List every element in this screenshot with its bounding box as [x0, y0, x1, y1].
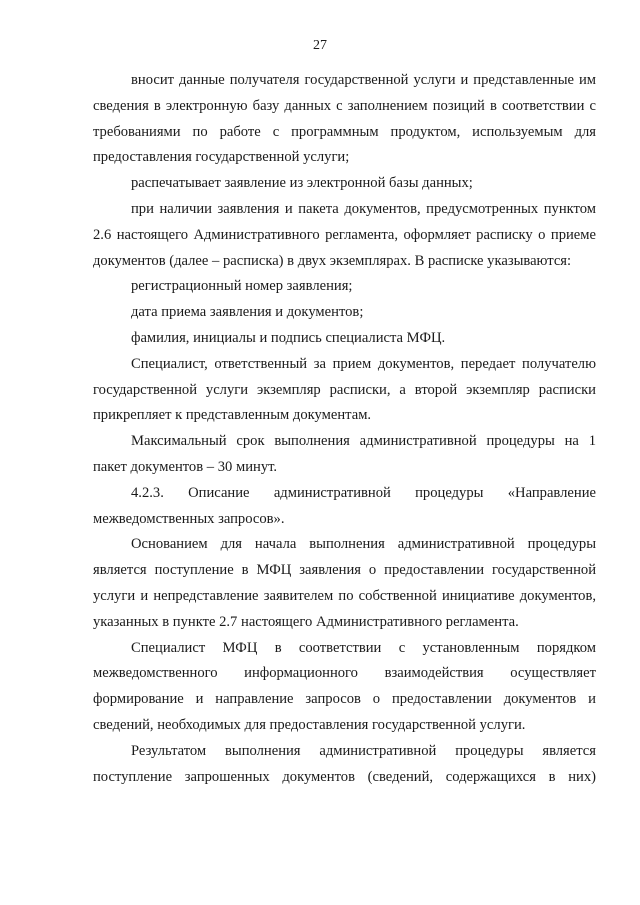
paragraph-receipt: при наличии заявления и пакета документов, предусмотренных пунктом 2.6 настоящего Административного регламента, оформляет расписку о приеме документов (далее – расписка) в двух экземплярах. В расписке указываются:: [93, 200, 596, 269]
list-item-acceptance-date: дата приема заявления и документов;: [131, 304, 364, 321]
paragraph-max-duration: Максимальный срок выполнения административной процедуры на 1 пакет документов – 30 минут.: [93, 433, 596, 475]
page-number: 27: [313, 38, 327, 53]
list-item-registration-number: регистрационный номер заявления;: [131, 278, 353, 295]
list-item-specialist-signature: фамилия, инициалы и подпись специалиста МФЦ.: [131, 329, 446, 346]
paragraph-specialist-transfers-receipt: Специалист, ответственный за прием документов, передает получателю государственной услуги экземпляр расписки, а второй экземпляр расписки прикрепляет к представленным документам.: [93, 355, 596, 424]
document-body: [93, 68, 596, 790]
paragraph-print-application: распечатывает заявление из электронной базы данных;: [131, 175, 473, 192]
paragraph-data-entry: вносит данные получателя государственной услуги и представленные им сведения в электронную базу данных с заполнением позиций в соответствии с требованиями по работе с программным продуктом, используемым для предоставления государственной услуги;: [93, 72, 596, 166]
paragraph-result: Результатом выполнения административной процедуры является поступление запрошенных документов (сведений, содержащихся в них): [93, 742, 596, 785]
paragraph-grounds: Основанием для начала выполнения административной процедуры является поступление в МФЦ заявления о предоставлении государственной услуги и непредставление заявителем по собственной инициативе документов, указанных в пункте 2.7 настоящего Административного регламента.: [93, 536, 596, 630]
paragraph-specialist-requests: Специалист МФЦ в соответствии с установленным порядком межведомственного информационного взаимодействия осуществляет формирование и направление запросов о предоставлении документов и сведений, необходимых для предоставления государственной услуги.: [93, 639, 596, 733]
section-heading-4-2-3: 4.2.3. Описание административной процедуры «Направление межведомственных запросов».: [93, 484, 596, 527]
